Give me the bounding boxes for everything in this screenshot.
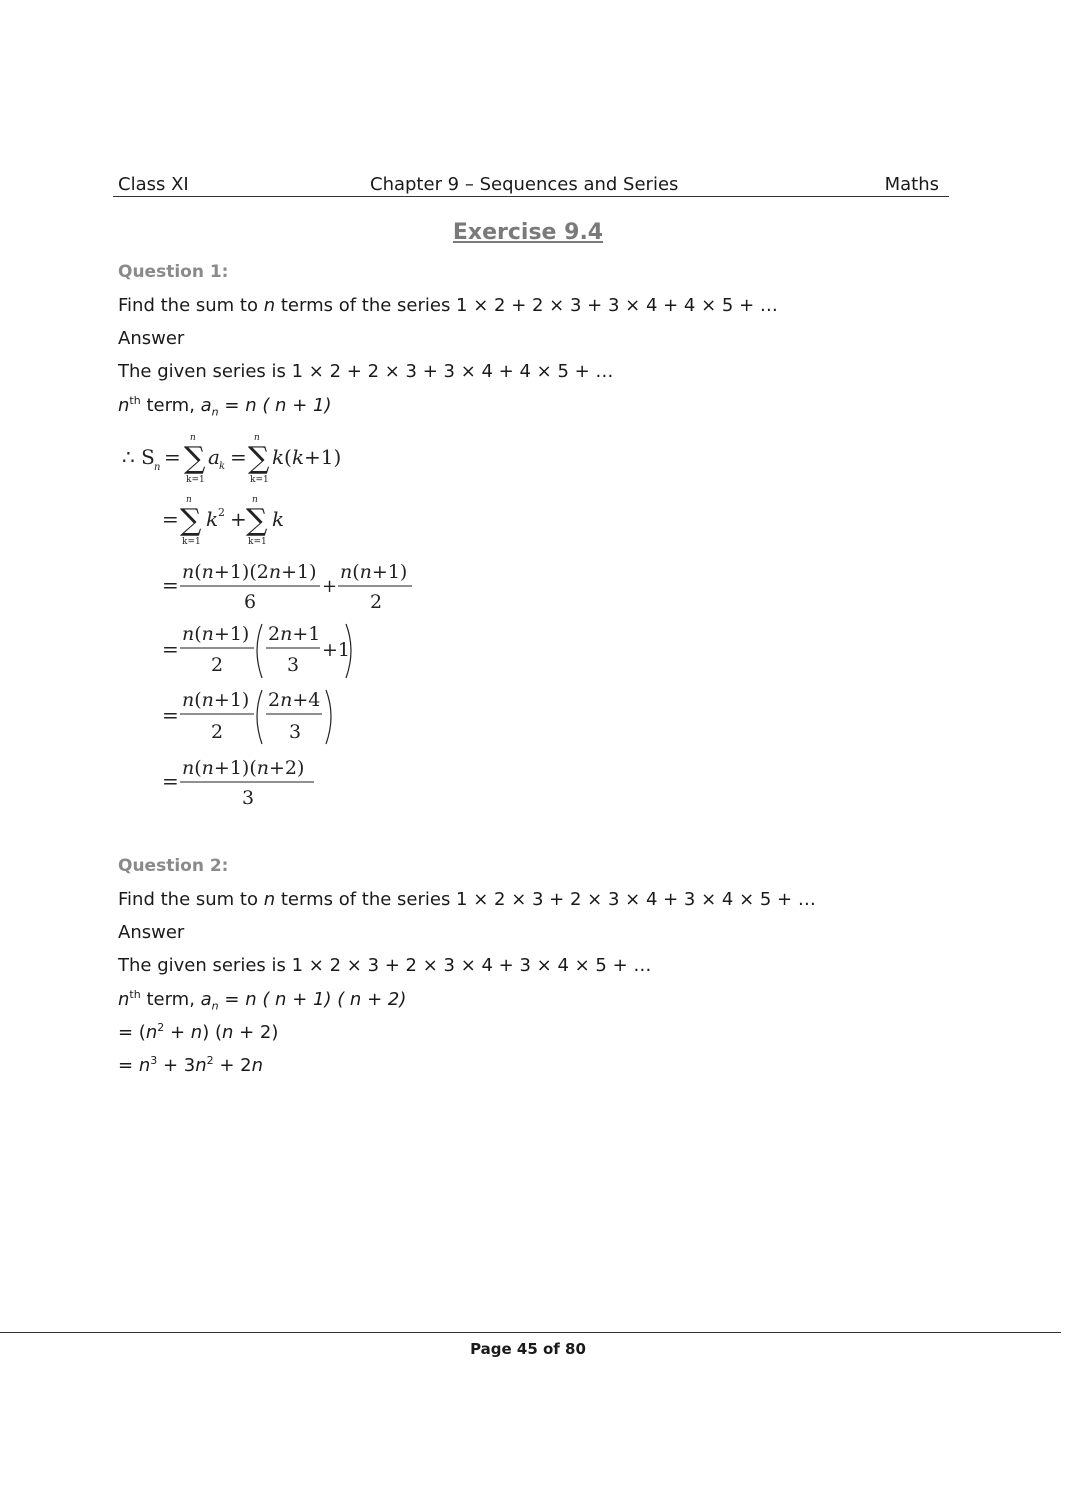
question-2-answer-label: Answer — [118, 922, 185, 943]
question-2-label: Question 2: — [118, 856, 229, 876]
svg-text:k: k — [272, 507, 285, 531]
svg-text:k=1: k=1 — [248, 537, 267, 547]
svg-text:n(n+1): n(n+1) — [182, 689, 250, 711]
svg-text:+1): +1) — [304, 445, 342, 469]
svg-text:+: + — [230, 507, 247, 531]
question-2-prompt: Find the sum to n terms of the series 1 × 2 × 3 + 2 × 3 × 4 + 3 × 4 × 5 + … — [118, 889, 816, 910]
svg-text:k=1: k=1 — [250, 475, 269, 485]
svg-text:(: ( — [284, 445, 292, 469]
svg-text:3: 3 — [289, 721, 302, 743]
svg-text:n: n — [252, 495, 258, 505]
svg-text:n: n — [190, 433, 196, 443]
svg-text:k=1: k=1 — [182, 537, 201, 547]
svg-text:a: a — [208, 445, 220, 469]
svg-text:=: = — [162, 769, 179, 793]
svg-text:k: k — [292, 445, 305, 469]
question-2-given: The given series is 1 × 2 × 3 + 2 × 3 × 4 + 3 × 4 × 5 + … — [118, 955, 652, 976]
question-1-label: Question 1: — [118, 262, 229, 282]
svg-text:2: 2 — [370, 591, 383, 613]
svg-text:2n+1: 2n+1 — [268, 623, 321, 645]
svg-text:n(n+1): n(n+1) — [182, 623, 250, 645]
svg-text:n: n — [154, 462, 161, 473]
question-2-nth-term: $n^{th}$ term, $a_n = n$ ( n + 1) ( n + 2) — [118, 988, 407, 1013]
svg-text:∑: ∑ — [184, 441, 206, 476]
svg-text:=: = — [230, 445, 247, 469]
svg-text:n(n+1)(2n+1): n(n+1)(2n+1) — [182, 561, 317, 583]
svg-text:∴ S: ∴ S — [122, 445, 155, 469]
question-2-step-2: = $n^3 + 3n^2 + 2n$ — [118, 1054, 264, 1076]
svg-text:k: k — [272, 445, 285, 469]
svg-text:2: 2 — [211, 721, 224, 743]
svg-text:3: 3 — [287, 654, 300, 676]
page-number: Page 45 of 80 — [470, 1340, 586, 1358]
svg-text:=: = — [162, 573, 179, 597]
svg-text:n(n+1): n(n+1) — [340, 561, 408, 583]
svg-text:∑: ∑ — [180, 503, 202, 538]
svg-text:2: 2 — [211, 654, 224, 676]
class-label: Class XI — [118, 174, 189, 195]
svg-text:=: = — [162, 703, 179, 727]
svg-text:n: n — [186, 495, 192, 505]
question-1-answer-label: Answer — [118, 328, 185, 349]
question-1-nth-term: $n^{th}$ term, $a_n = n$ ( n + 1) — [118, 394, 332, 419]
svg-text:+1: +1 — [322, 639, 351, 661]
question-2-step-1: = $(n^2 + n) (n + 2)$ — [118, 1021, 279, 1043]
svg-text:=: = — [164, 445, 181, 469]
question-1-given: The given series is 1 × 2 + 2 × 3 + 3 × 4 + 4 × 5 + … — [118, 361, 614, 382]
svg-text:∑: ∑ — [248, 441, 270, 476]
question-1-prompt: Find the sum to n terms of the series 1 × 2 + 2 × 3 + 3 × 4 + 4 × 5 + … — [118, 295, 778, 316]
svg-text:=: = — [162, 637, 179, 661]
footer-rule — [0, 1332, 1061, 1333]
svg-text:∑: ∑ — [246, 503, 268, 538]
svg-text:n(n+1)(n+2): n(n+1)(n+2) — [182, 757, 305, 779]
svg-text:2: 2 — [218, 506, 225, 519]
subject-label: Maths — [884, 174, 939, 195]
svg-text:k: k — [206, 507, 219, 531]
svg-text:+: + — [322, 576, 338, 597]
question-1-nth-term-rhs: n ( n + 1) — [245, 395, 332, 416]
svg-text:k: k — [219, 461, 226, 472]
svg-text:k=1: k=1 — [186, 475, 205, 485]
svg-text:n: n — [254, 433, 260, 443]
svg-text:6: 6 — [244, 591, 257, 613]
svg-text:=: = — [162, 507, 179, 531]
page-header — [113, 174, 949, 197]
svg-text:2n+4: 2n+4 — [268, 689, 321, 711]
question-2-nth-term-rhs: n ( n + 1) ( n + 2) — [245, 989, 407, 1010]
chapter-label: Chapter 9 – Sequences and Series — [370, 174, 679, 195]
svg-text:3: 3 — [242, 787, 255, 809]
question-1-derivation — [118, 428, 438, 818]
exercise-title: Exercise 9.4 — [452, 220, 604, 245]
